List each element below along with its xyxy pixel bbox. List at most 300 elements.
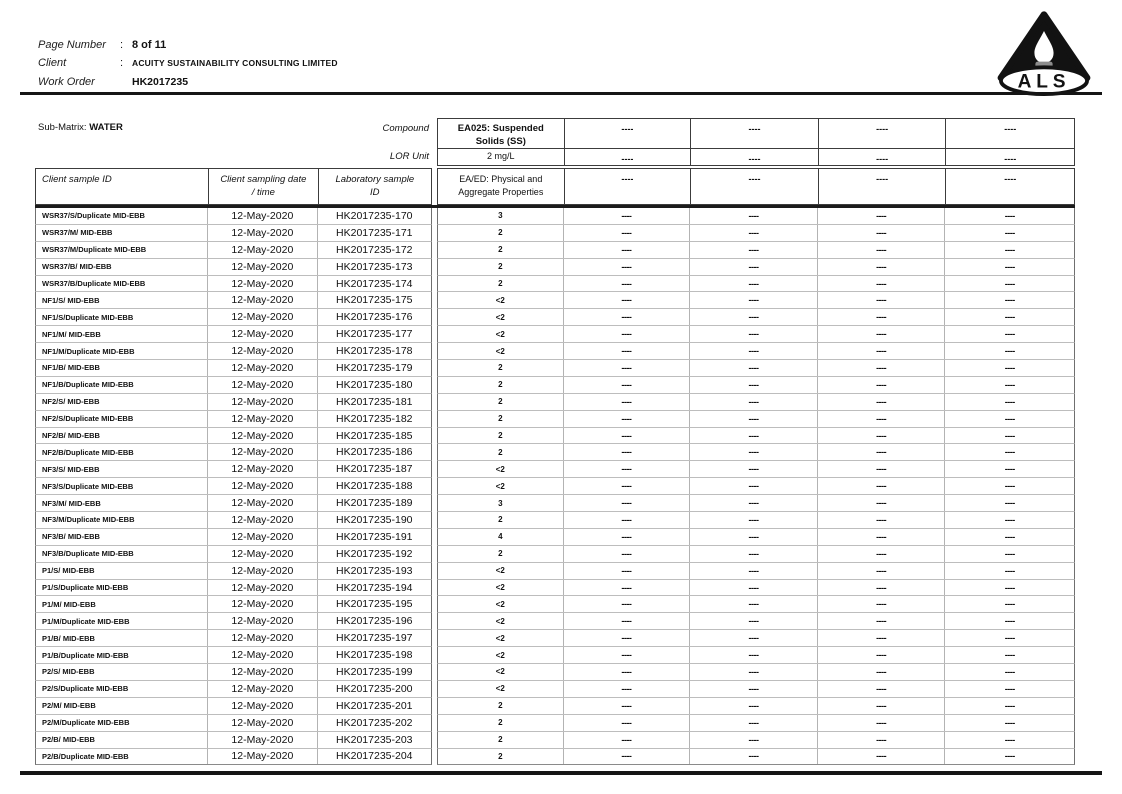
table-row	[35, 596, 1075, 613]
table-row	[35, 715, 1075, 732]
sampling-date-cell: 12-May-2020	[208, 276, 317, 292]
placeholder-value-cell: ----	[564, 732, 691, 748]
table-row	[35, 292, 1075, 309]
page-number-label: Page Number	[38, 39, 106, 51]
suspended-solids-value-cell: 2	[438, 698, 564, 714]
client-sample-id-cell: P2/S/ MID-EBB	[36, 664, 208, 680]
sampling-date-cell: 12-May-2020	[208, 292, 317, 308]
lab-sample-id-cell: HK2017235-177	[336, 328, 413, 341]
placeholder-value-cell: ----	[1004, 464, 1015, 475]
sampling-date-cell: 12-May-2020	[208, 225, 317, 241]
suspended-solids-value-cell: <2	[438, 563, 564, 579]
suspended-solids-value-cell: <2	[438, 461, 564, 477]
placeholder-value-cell: ----	[690, 411, 818, 427]
placeholder-value-cell: ----	[564, 529, 691, 545]
placeholder-value-cell: ----	[1004, 396, 1015, 407]
client-sample-id-cell: NF2/S/Duplicate MID-EBB	[36, 411, 208, 427]
placeholder-value-cell: ----	[818, 394, 946, 410]
page-number-value: 8 of 11	[132, 39, 167, 51]
placeholder-value-cell: ----	[818, 580, 946, 596]
table-row	[35, 495, 1075, 512]
suspended-solids-value-cell: <2	[438, 596, 564, 612]
placeholder-value-cell: ----	[818, 529, 946, 545]
suspended-solids-value-cell: 4	[438, 529, 564, 545]
placeholder-value-cell: ----	[818, 225, 946, 241]
analyte-compound-ea025: EA025: Suspended Solids (SS)	[438, 119, 564, 149]
lab-sample-id-cell: HK2017235-198	[336, 649, 413, 662]
lab-sample-id-cell: HK2017235-197	[336, 632, 413, 645]
lab-sample-id-cell: HK2017235-194	[336, 581, 413, 594]
lab-sample-id-cell: HK2017235-180	[336, 378, 413, 391]
suspended-solids-value-cell: 2	[438, 732, 564, 748]
placeholder-value-cell: ----	[818, 698, 946, 714]
client-sample-id-cell: NF3/S/ MID-EBB	[36, 461, 208, 477]
analyte-header-box	[437, 118, 1075, 166]
client-sample-id-cell: P2/B/ MID-EBB	[36, 732, 208, 748]
table-row	[35, 411, 1075, 428]
sampling-date-cell: 12-May-2020	[208, 596, 317, 612]
lab-sample-id-cell: HK2017235-201	[336, 699, 413, 712]
lab-sample-id-cell: HK2017235-203	[336, 733, 413, 746]
suspended-solids-value-cell: <2	[438, 664, 564, 680]
method-placeholder: ----	[818, 169, 946, 204]
placeholder-value-cell: ----	[1004, 582, 1015, 593]
placeholder-value-cell: ----	[564, 664, 691, 680]
suspended-solids-value-cell: 2	[438, 749, 564, 765]
analyte-compound-placeholder: ----	[564, 119, 691, 149]
client-sample-id-cell: NF1/S/ MID-EBB	[36, 292, 208, 308]
placeholder-value-cell: ----	[564, 698, 691, 714]
placeholder-value-cell: ----	[564, 428, 691, 444]
lab-sample-id-cell: HK2017235-202	[336, 716, 413, 729]
table-row	[35, 428, 1075, 445]
placeholder-value-cell: ----	[564, 563, 691, 579]
analyte-compound-placeholder: ----	[945, 119, 1074, 149]
suspended-solids-value-cell: 2	[438, 225, 564, 241]
document-meta	[38, 36, 338, 91]
placeholder-value-cell: ----	[1004, 683, 1015, 694]
work-order-value: HK2017235	[132, 76, 189, 88]
placeholder-value-cell: ----	[818, 377, 946, 393]
sampling-date-cell: 12-May-2020	[208, 242, 317, 258]
placeholder-value-cell: ----	[1004, 210, 1015, 221]
placeholder-value-cell: ----	[818, 242, 946, 258]
column-header-sampling-date: Client sampling date / time	[208, 169, 317, 204]
sampling-date-cell: 12-May-2020	[208, 732, 317, 748]
placeholder-value-cell: ----	[690, 292, 818, 308]
client-sample-id-cell: WSR37/S/Duplicate MID-EBB	[36, 208, 208, 224]
method-placeholder: ----	[690, 169, 818, 204]
table-row	[35, 647, 1075, 664]
sampling-date-cell: 12-May-2020	[208, 512, 317, 528]
placeholder-value-cell: ----	[818, 478, 946, 494]
lor-unit-ea025: 2 mg/L	[487, 151, 515, 161]
placeholder-value-cell: ----	[564, 613, 691, 629]
compound-row	[438, 119, 1074, 149]
placeholder-value-cell: ----	[818, 596, 946, 612]
als-logo-graphic	[985, 8, 1103, 96]
sampling-date-cell: 12-May-2020	[208, 580, 317, 596]
suspended-solids-value-cell: <2	[438, 326, 564, 342]
placeholder-value-cell: ----	[1004, 531, 1015, 542]
sampling-date-cell: 12-May-2020	[208, 630, 317, 646]
sampling-date-cell: 12-May-2020	[208, 613, 317, 629]
placeholder-value-cell: ----	[818, 428, 946, 444]
suspended-solids-value-cell: <2	[438, 580, 564, 596]
placeholder-value-cell: ----	[690, 529, 818, 545]
client-sample-id-cell: NF1/B/Duplicate MID-EBB	[36, 377, 208, 393]
placeholder-value-cell: ----	[818, 461, 946, 477]
lab-sample-id-cell: HK2017235-185	[336, 429, 413, 442]
placeholder-value-cell: ----	[1004, 599, 1015, 610]
placeholder-value-cell: ----	[1004, 565, 1015, 576]
client-sample-id-cell: P1/S/Duplicate MID-EBB	[36, 580, 208, 596]
placeholder-value-cell: ----	[690, 664, 818, 680]
placeholder-value-cell: ----	[1004, 261, 1015, 272]
placeholder-value-cell: ----	[818, 208, 946, 224]
lab-sample-id-cell: HK2017235-188	[336, 480, 413, 493]
sampling-date-cell: 12-May-2020	[208, 309, 317, 325]
placeholder-value-cell: ----	[818, 259, 946, 275]
placeholder-value-cell: ----	[818, 276, 946, 292]
suspended-solids-value-cell: 3	[438, 208, 564, 224]
table-row	[35, 309, 1075, 326]
placeholder-value-cell: ----	[818, 664, 946, 680]
suspended-solids-value-cell: 2	[438, 715, 564, 731]
placeholder-value-cell: ----	[1004, 278, 1015, 289]
placeholder-value-cell: ----	[690, 715, 818, 731]
client-sample-id-cell: NF1/S/Duplicate MID-EBB	[36, 309, 208, 325]
table-row	[35, 529, 1075, 546]
client-sample-id-cell: NF3/S/Duplicate MID-EBB	[36, 478, 208, 494]
sampling-date-cell: 12-May-2020	[208, 698, 317, 714]
placeholder-value-cell: ----	[1004, 717, 1015, 728]
table-row	[35, 242, 1075, 259]
sampling-date-cell: 12-May-2020	[208, 681, 317, 697]
data-rows	[35, 208, 1075, 765]
placeholder-value-cell: ----	[818, 563, 946, 579]
lab-sample-id-cell: HK2017235-192	[336, 547, 413, 560]
lor-unit-placeholder: ----	[818, 149, 946, 165]
placeholder-value-cell: ----	[564, 580, 691, 596]
placeholder-value-cell: ----	[1004, 312, 1015, 323]
placeholder-value-cell: ----	[564, 225, 691, 241]
table-row	[35, 276, 1075, 293]
table-row	[35, 326, 1075, 343]
client-sample-id-cell: P2/B/Duplicate MID-EBB	[36, 749, 208, 765]
placeholder-value-cell: ----	[1004, 362, 1015, 373]
client-sample-id-cell: WSR37/M/Duplicate MID-EBB	[36, 242, 208, 258]
lor-unit-placeholder: ----	[945, 149, 1074, 165]
lab-sample-id-cell: HK2017235-178	[336, 345, 413, 358]
placeholder-value-cell: ----	[690, 259, 818, 275]
analyte-compound-placeholder: ----	[818, 119, 946, 149]
placeholder-value-cell: ----	[564, 495, 691, 511]
placeholder-value-cell: ----	[564, 749, 691, 765]
placeholder-value-cell: ----	[818, 292, 946, 308]
table-row	[35, 444, 1075, 461]
lor-unit-row-label: LOR Unit	[389, 151, 429, 162]
client-sample-id-cell: NF2/B/Duplicate MID-EBB	[36, 444, 208, 460]
placeholder-value-cell: ----	[1004, 244, 1015, 255]
table-row	[35, 698, 1075, 715]
client-sample-id-cell: P1/B/Duplicate MID-EBB	[36, 647, 208, 663]
placeholder-value-cell: ----	[564, 326, 691, 342]
lor-unit-row	[438, 149, 1074, 165]
suspended-solids-value-cell: 2	[438, 276, 564, 292]
placeholder-value-cell: ----	[1004, 295, 1015, 306]
sampling-date-cell: 12-May-2020	[208, 749, 317, 765]
client-sample-id-cell: P1/S/ MID-EBB	[36, 563, 208, 579]
sampling-date-cell: 12-May-2020	[208, 343, 317, 359]
placeholder-value-cell: ----	[690, 343, 818, 359]
sampling-date-cell: 12-May-2020	[208, 394, 317, 410]
placeholder-value-cell: ----	[690, 613, 818, 629]
client-sample-id-cell: NF1/M/ MID-EBB	[36, 326, 208, 342]
placeholder-value-cell: ----	[1004, 650, 1015, 661]
placeholder-value-cell: ----	[690, 276, 818, 292]
placeholder-value-cell: ----	[690, 208, 818, 224]
sampling-date-cell: 12-May-2020	[208, 461, 317, 477]
lab-sample-id-cell: HK2017235-204	[336, 750, 413, 763]
lab-sample-id-cell: HK2017235-172	[336, 243, 413, 256]
method-ea-ed: EA/ED: Physical and Aggregate Properties	[458, 174, 544, 197]
suspended-solids-value-cell: 2	[438, 377, 564, 393]
placeholder-value-cell: ----	[1004, 481, 1015, 492]
placeholder-value-cell: ----	[1004, 700, 1015, 711]
sampling-date-cell: 12-May-2020	[208, 259, 317, 275]
placeholder-value-cell: ----	[690, 242, 818, 258]
lab-sample-id-cell: HK2017235-173	[336, 260, 413, 273]
placeholder-value-cell: ----	[690, 546, 818, 562]
client-sample-id-cell: P1/B/ MID-EBB	[36, 630, 208, 646]
placeholder-value-cell: ----	[690, 461, 818, 477]
page-number-colon: :	[120, 39, 124, 51]
placeholder-value-cell: ----	[690, 444, 818, 460]
client-sample-id-cell: NF1/B/ MID-EBB	[36, 360, 208, 376]
placeholder-value-cell: ----	[564, 292, 691, 308]
placeholder-value-cell: ----	[818, 309, 946, 325]
placeholder-value-cell: ----	[1004, 227, 1015, 238]
table-row	[35, 343, 1075, 360]
lab-sample-id-cell: HK2017235-171	[336, 226, 413, 239]
table-row	[35, 512, 1075, 529]
placeholder-value-cell: ----	[690, 563, 818, 579]
lor-unit-placeholder: ----	[564, 149, 691, 165]
suspended-solids-value-cell: 2	[438, 242, 564, 258]
meta-row-page-number	[38, 36, 338, 54]
placeholder-value-cell: ----	[818, 630, 946, 646]
suspended-solids-value-cell: 2	[438, 360, 564, 376]
placeholder-value-cell: ----	[690, 309, 818, 325]
placeholder-value-cell: ----	[564, 343, 691, 359]
client-sample-id-cell: P2/S/Duplicate MID-EBB	[36, 681, 208, 697]
placeholder-value-cell: ----	[564, 242, 691, 258]
lab-sample-id-cell: HK2017235-179	[336, 361, 413, 374]
placeholder-value-cell: ----	[564, 681, 691, 697]
work-order-colon	[120, 73, 132, 91]
placeholder-value-cell: ----	[818, 495, 946, 511]
placeholder-value-cell: ----	[564, 546, 691, 562]
lab-sample-id-cell: HK2017235-189	[336, 497, 413, 510]
sampling-date-cell: 12-May-2020	[208, 647, 317, 663]
method-header-box	[437, 168, 1075, 205]
placeholder-value-cell: ----	[1004, 751, 1015, 762]
suspended-solids-value-cell: <2	[438, 630, 564, 646]
table-row	[35, 360, 1075, 377]
placeholder-value-cell: ----	[564, 630, 691, 646]
sampling-date-cell: 12-May-2020	[208, 326, 317, 342]
lab-sample-id-cell: HK2017235-196	[336, 615, 413, 628]
placeholder-value-cell: ----	[690, 732, 818, 748]
meta-row-client	[38, 54, 338, 73]
placeholder-value-cell: ----	[564, 309, 691, 325]
suspended-solids-value-cell: <2	[438, 613, 564, 629]
table-row	[35, 580, 1075, 597]
work-order-label: Work Order	[38, 76, 95, 88]
placeholder-value-cell: ----	[564, 360, 691, 376]
table-row	[35, 546, 1075, 563]
table-row	[35, 259, 1075, 276]
placeholder-value-cell: ----	[1004, 430, 1015, 441]
placeholder-value-cell: ----	[690, 698, 818, 714]
client-sample-id-cell: NF3/M/Duplicate MID-EBB	[36, 512, 208, 528]
sub-matrix-label: Sub-Matrix:	[38, 122, 87, 133]
table-row	[35, 563, 1075, 580]
meta-row-work-order	[38, 73, 338, 91]
suspended-solids-value-cell: 3	[438, 495, 564, 511]
table-row	[35, 225, 1075, 242]
placeholder-value-cell: ----	[690, 495, 818, 511]
placeholder-value-cell: ----	[690, 681, 818, 697]
placeholder-value-cell: ----	[690, 596, 818, 612]
placeholder-value-cell: ----	[564, 478, 691, 494]
table-row	[35, 461, 1075, 478]
lab-sample-id-cell: HK2017235-200	[336, 682, 413, 695]
sampling-date-cell: 12-May-2020	[208, 529, 317, 545]
suspended-solids-value-cell: <2	[438, 478, 564, 494]
table-row	[35, 681, 1075, 698]
suspended-solids-value-cell: <2	[438, 647, 564, 663]
client-sample-id-cell: WSR37/B/ MID-EBB	[36, 259, 208, 275]
sampling-date-cell: 12-May-2020	[208, 428, 317, 444]
lab-sample-id-cell: HK2017235-190	[336, 513, 413, 526]
table-row	[35, 208, 1075, 225]
placeholder-value-cell: ----	[1004, 548, 1015, 559]
suspended-solids-value-cell: 2	[438, 411, 564, 427]
placeholder-value-cell: ----	[690, 428, 818, 444]
placeholder-value-cell: ----	[818, 749, 946, 765]
placeholder-value-cell: ----	[1004, 498, 1015, 509]
lab-sample-id-cell: HK2017235-187	[336, 463, 413, 476]
placeholder-value-cell: ----	[564, 715, 691, 731]
lab-sample-id-cell: HK2017235-193	[336, 564, 413, 577]
lab-sample-id-cell: HK2017235-175	[336, 294, 413, 307]
client-label: Client	[38, 57, 67, 69]
table-row	[35, 394, 1075, 411]
suspended-solids-value-cell: <2	[438, 343, 564, 359]
client-colon: :	[120, 57, 124, 69]
lab-sample-id-cell: HK2017235-181	[336, 395, 413, 408]
sampling-date-cell: 12-May-2020	[208, 377, 317, 393]
table-row	[35, 613, 1075, 630]
placeholder-value-cell: ----	[818, 681, 946, 697]
lab-sample-id-cell: HK2017235-182	[336, 412, 413, 425]
placeholder-value-cell: ----	[818, 343, 946, 359]
placeholder-value-cell: ----	[818, 444, 946, 460]
sampling-date-cell: 12-May-2020	[208, 411, 317, 427]
sampling-date-cell: 12-May-2020	[208, 444, 317, 460]
placeholder-value-cell: ----	[564, 461, 691, 477]
client-sample-id-cell: NF2/S/ MID-EBB	[36, 394, 208, 410]
sampling-date-cell: 12-May-2020	[208, 478, 317, 494]
column-header-client-sample-id: Client sample ID	[42, 174, 112, 185]
column-header-lab-sample-id: Laboratory sample ID	[318, 169, 431, 204]
placeholder-value-cell: ----	[1004, 666, 1015, 677]
placeholder-value-cell: ----	[564, 377, 691, 393]
table-row	[35, 732, 1075, 749]
placeholder-value-cell: ----	[818, 411, 946, 427]
placeholder-value-cell: ----	[818, 613, 946, 629]
placeholder-value-cell: ----	[818, 647, 946, 663]
footer-rule	[20, 771, 1102, 775]
lab-sample-id-cell: HK2017235-191	[336, 530, 413, 543]
placeholder-value-cell: ----	[564, 512, 691, 528]
placeholder-value-cell: ----	[690, 326, 818, 342]
table-row	[35, 749, 1075, 766]
client-value: ACUITY SUSTAINABILITY CONSULTING LIMITED	[132, 58, 338, 68]
table-row	[35, 377, 1075, 394]
analyte-compound-placeholder: ----	[690, 119, 818, 149]
placeholder-value-cell: ----	[1004, 734, 1015, 745]
suspended-solids-value-cell: <2	[438, 681, 564, 697]
placeholder-value-cell: ----	[564, 276, 691, 292]
client-sample-id-cell: NF1/M/Duplicate MID-EBB	[36, 343, 208, 359]
placeholder-value-cell: ----	[1004, 379, 1015, 390]
lab-sample-id-cell: HK2017235-199	[336, 665, 413, 678]
placeholder-value-cell: ----	[818, 512, 946, 528]
suspended-solids-value-cell: <2	[438, 292, 564, 308]
placeholder-value-cell: ----	[818, 732, 946, 748]
placeholder-value-cell: ----	[564, 411, 691, 427]
suspended-solids-value-cell: 2	[438, 444, 564, 460]
placeholder-value-cell: ----	[690, 512, 818, 528]
lab-sample-id-cell: HK2017235-174	[336, 277, 413, 290]
placeholder-value-cell: ----	[690, 377, 818, 393]
method-placeholder: ----	[564, 169, 691, 204]
placeholder-value-cell: ----	[564, 208, 691, 224]
client-sample-id-cell: WSR37/M/ MID-EBB	[36, 225, 208, 241]
lor-unit-placeholder: ----	[690, 149, 818, 165]
placeholder-value-cell: ----	[690, 225, 818, 241]
placeholder-value-cell: ----	[564, 647, 691, 663]
client-sample-id-cell: P2/M/Duplicate MID-EBB	[36, 715, 208, 731]
client-sample-id-cell: NF3/B/Duplicate MID-EBB	[36, 546, 208, 562]
lab-sample-id-cell: HK2017235-195	[336, 598, 413, 611]
placeholder-value-cell: ----	[1004, 346, 1015, 357]
suspended-solids-value-cell: 2	[438, 512, 564, 528]
placeholder-value-cell: ----	[690, 394, 818, 410]
sampling-date-cell: 12-May-2020	[208, 208, 317, 224]
sub-matrix-value: WATER	[89, 122, 123, 133]
placeholder-value-cell: ----	[564, 394, 691, 410]
placeholder-value-cell: ----	[690, 749, 818, 765]
client-sample-id-cell: NF3/M/ MID-EBB	[36, 495, 208, 511]
suspended-solids-value-cell: <2	[438, 309, 564, 325]
suspended-solids-value-cell: 2	[438, 546, 564, 562]
sampling-date-cell: 12-May-2020	[208, 715, 317, 731]
placeholder-value-cell: ----	[690, 360, 818, 376]
